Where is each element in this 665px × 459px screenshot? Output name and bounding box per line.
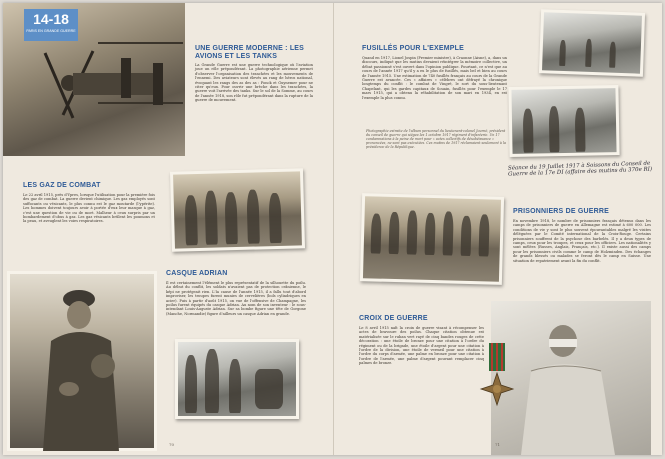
officers-photo xyxy=(508,85,619,157)
page-number-right: 71 xyxy=(495,442,501,447)
logo-title: 14-18 xyxy=(33,11,69,27)
aviation-body: La Grande Guerre est une guerre technologique où l'aviation joue un rôle prépondérant. La photographie aérienne permet d'observer l'organisation des tranchées et les mouvements de l'ennemi. Des aviateurs sont élevés au rang de héros national, évoquant les rangs des as des as : Fonck et Guynemer pour ne citer qu'eux. Pour ouvrir une brèche dans les tranchées, la guerre voit l'arrivée des tanks. Sur le sol de la Somme, au cours de l'année 1918, son rôle fut prépondérant dans la rupture de la guerre de mouvement. xyxy=(195,63,313,103)
helmet-heading: CASQUE ADRIAN xyxy=(166,270,228,277)
aviation-heading: UNE GUERRE MODERNE : LES AVIONS ET LES TANKS xyxy=(195,45,305,60)
gas-soldiers-photo xyxy=(170,168,305,251)
series-logo xyxy=(24,9,78,41)
handwritten-note: Séance du 19 Juillet 1917 à Soissons du Conseil de Guerre de la 17e DI (affaire des mutins du 370e RI) xyxy=(507,160,653,179)
prisoners-heading: PRISONNIERS DE GUERRE xyxy=(513,208,609,215)
gas-heading: LES GAZ DE COMBAT xyxy=(23,182,101,189)
page-number-left: 70 xyxy=(169,442,175,447)
courtyard-photo xyxy=(539,9,645,77)
poilu-portrait-photo xyxy=(7,271,157,451)
airplane-photo xyxy=(3,3,185,156)
helmet-body: Il est certainement l'élément le plus représentatif de la silhouette du poilu. Au début du conflit, les soldats n'avaient pas de protection crânienne, le képi ne protégeait rien. L'Ia cause de l'année 1915, il a fallu tout d'abord improviser, les troupes furent munies de cervelières (bols cylindriques en acier). Puis à partir d'août 1915, on vue de l'offensive de Champagne, les poilus furent équipés du casque Adrian. Au nom de son inventeur : le sous-intendant Louis-Auguste Adrian. Sur sa bombe figure une tête de Gorgone (Manche, Normandie) figure d'ailleurs un casque Adrian en grande. xyxy=(166,281,306,316)
execution-body: Quand en 1917, Lionel Jospin (Premier ministre), à Craonne (Aisne), a, dans un discours, indiqué que les mutins devaient réintégrer la mémoire collective, un débat passionné s'est ouvert dans l'opinion publique. Pourtant, ce n'est que au cours de l'année 1917 qu'il y a eu le plus de fusillés, mais bel et bien au cours de l'année 1915. Une estimation de 740 fusillés français au cours de la Grande Guerre est avancée. Ces « affaires » célèbres ont défrayé la chronique longtemps du conflit : le combat de Vingré, le sort du sous-lieutenant Chapelant, qui les gardes capitaux de Souain, fusillés pour l'exemple le 17 mars 1915, qui a obtenu la réhabilitation de son mari en 1934, en est l'exemple la plus connu. xyxy=(362,56,507,100)
croix-heading: CROIX DE GUERRE xyxy=(359,315,428,322)
page-gutter xyxy=(333,3,334,455)
logo-subtitle: PARIS EN GRANDE GUERRE xyxy=(26,29,76,33)
book-spread xyxy=(3,3,662,455)
execution-heading: FUSILLÉS POUR L'EXEMPLE xyxy=(362,45,464,52)
soldier-figure xyxy=(7,271,157,451)
photo-caption: Photographie extraite de l'album personnel du lieutenant-colonel Journé, président du conseil de guerre qui siégea les 1 octobre 1917 régiment d'infanterie. Un 17 condamnations à la peine de mort pour « actes collectifs de désobéissance » prononcées, ne sont pas exécutées. Ces mutins de 1917 réclamaient seulement à la présidence de la République. xyxy=(366,129,506,150)
prisoners-body: En novembre 1918, le nombre de prisonniers français détenus dans les camps de prisonniers de guerre en Allemagne est estimé à 600 000. Les conditions de vie y sont le plus souvent épouvantables malgré les visites déléguées par le Comité international de la Croix-Rouge. Certains prisonniers souffrent de la psychose des barbelés. Il y a deux types de camps, ceux pour les troupes, et ceux pour les officiers. Les nationalités y sont mêlées (Russes, Anglais, Français, etc.). Il existe aussi des camps pour les prisonniers civils comme le camp de Holzminden. Des échanges de grands blessés ou malades se feront dès le camp en Suisse. Une situation de repatriement avant la fin du conflit. xyxy=(513,219,651,263)
croix-body: Le 8 avril 1915 naît la croix de guerre visant à récompenser les actes de bravoure des poilus. Chaque citation obtenue est matérialisée sur le ruban vert rayé de cinq bandes rouges de cette décoration : une étoile de bronze pour une citation à l'ordre du régiment ou de la brigade, une étoile d'argent pour une citation à l'ordre de la division, une étoile de vermeil pour une citation à l'ordre du corps d'armée, une palme en bronze pour une citation à l'ordre de l'armée, une palme d'argent pouvant remplacer cinq palmes de bronze. xyxy=(359,326,484,366)
helmet-soldiers-photo xyxy=(175,339,299,419)
gas-body: Le 22 avril 1915, près d'Ypres, lorsque l'utilisation pour la première fois des gaz de combat. La guerre devient chimique. Les gaz employés sont suffocants ou vésicants, le plus connu est le gaz moutarde (l'ypérite). Les hommes doivent toujours avoir à portée d'eux leur masque à gaz, c'est une question de vie ou de mort. Malheur à ceux surpris par un bombardement d'obus à gaz. Les gaz vésicants brûlent les poumons et la peau, et aveuglent les voies respiratoires. xyxy=(23,193,155,224)
prisoners-photo xyxy=(360,193,504,285)
croix-de-guerre-medal-icon xyxy=(475,343,519,415)
